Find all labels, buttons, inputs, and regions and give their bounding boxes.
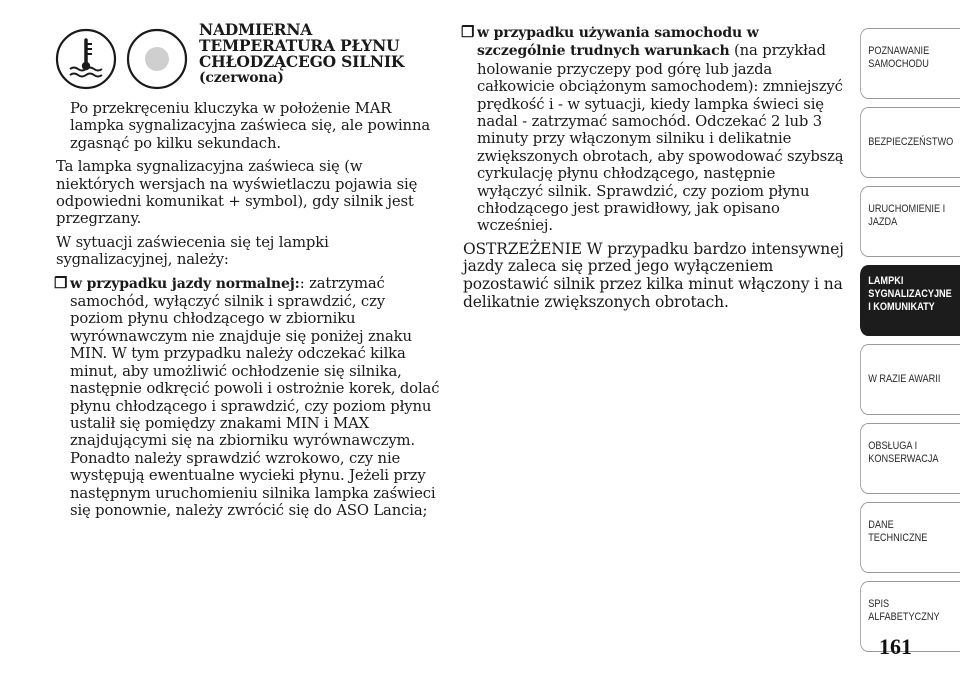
bullet-lead: w przypadku jazdy normalnej:: [70, 275, 300, 292]
bullet-mark: ❒: [54, 274, 68, 292]
tab-label: SYGNALIZACYJNE: [868, 288, 952, 300]
page-number: 161: [879, 634, 912, 659]
heading-line-1: NADMIERNA: [199, 20, 313, 39]
tab-label: LAMPKI: [868, 275, 904, 287]
tab-label: W RAZIE AWARII: [868, 373, 941, 385]
tab-obsluga-i-konserwacja[interactable]: [860, 423, 960, 494]
tab-label: BEZPIECZEŃSTWO: [868, 136, 954, 148]
bullet-normal-driving: [56, 275, 440, 520]
warning-icons: [55, 28, 190, 92]
warning-paragraph: OSTRZEŻENIE W przypadku bardzo intensywnej jazdy zaleca się przed jego wyłączeniem pozostawić silnik przez kilka minut włączony i na delikatnie zwiększonych obrotach.: [463, 239, 844, 311]
tab-label: SAMOCHODU: [868, 58, 929, 70]
bullet-mark: ❒: [461, 24, 475, 41]
tab-label: TECHNICZNE: [868, 532, 928, 544]
tab-lampki-sygnalizacyjne[interactable]: [860, 265, 960, 336]
tab-label: I KOMUNIKATY: [868, 301, 935, 313]
bullet-text: : zatrzymać samochód, wyłączyć silnik i sprawdzić, czy poziom płynu chłodzącego w zbiorniku wyrównawczym nie znajduje się poniżej znaku MIN. W tym przypadku należy odczekać kilka minut, aby umożliwić ochłodzenie się silnika, następnie odkręcić powoli i ostrożnie korek, dolać płynu chłodzącego i sprawdzić, czy poziom płynu ustalił się pomiędzy znakami MIN i MAX znajdującymi się na zbiorniku wyrównawczym. Ponadto należy sprawdzić wzrokowo, czy nie występują ewentualne wycieki płynu. Jeżeli przy następnym uruchomieniu silnika lampka zaświeci się ponownie, należy zwrócić się do ASO Lancia;: [70, 274, 440, 519]
paragraph-3: W sytuacji zaświecenia się tej lampki sygnalizacyjnej, należy:: [56, 233, 329, 269]
paragraph-1: Po przekręceniu kluczyka w położenie MAR lampka sygnalizacyjna zaświeca się, ale powinna zgasnąć po kilku sekundach.: [70, 100, 430, 152]
tab-label: DANE: [868, 519, 894, 531]
tab-uruchomienie-i-jazda[interactable]: [860, 186, 960, 257]
right-column: [463, 24, 845, 317]
bullet-text: (na przykład holowanie przyczepy pod górę lub jazda całkowicie obciążonym samochodem): zmniejszyć prędkość i - w sytuacji, kiedy lampka świeci się nadal - zatrzymać samochód. Odczekać 2 lub 3 minuty przy włączonym silniku i delikatnie zwiększonych obrotach, aby spowodować szybszą cyrkulację płynu chłodzącego, następnie wyłączyć silnik. Sprawdzić, czy poziom płynu chłodzącego jest prawidłowy, jak opisano wcześniej.: [477, 42, 844, 235]
heading-subtitle: (czerwona): [199, 70, 284, 86]
warning-light-dot-icon: [126, 28, 188, 90]
tab-label: ALFABETYCZNY: [868, 611, 940, 623]
tab-label: POZNAWANIE: [868, 45, 930, 57]
tab-bezpieczenstwo[interactable]: [860, 107, 960, 178]
bullet-lead: w przypadku używania samochodu w szczególnie trudnych warunkach: [477, 25, 759, 60]
coolant-temperature-icon: [55, 28, 117, 90]
tab-label: URUCHOMIENIE I: [868, 203, 946, 215]
tab-w-razie-awarii[interactable]: [860, 344, 960, 415]
tab-poznawanie-samochodu[interactable]: [860, 28, 960, 99]
section-heading: [199, 22, 439, 86]
tab-dane-techniczne[interactable]: [860, 502, 960, 573]
left-column: [56, 100, 440, 525]
bullet-difficult-conditions: [463, 24, 845, 235]
heading-line-3: CHŁODZĄCEGO SILNIK: [199, 52, 405, 71]
tab-label: SPIS: [868, 598, 890, 610]
tab-label: KONSERWACJA: [868, 453, 939, 465]
paragraph-2: Ta lampka sygnalizacyjna zaświeca się (w niektórych wersjach na wyświetlaczu pojawia się odpowiedni komunikat + symbol), gdy silnik jest przegrzany.: [56, 158, 418, 228]
heading-line-2: TEMPERATURA PŁYNU: [199, 36, 400, 55]
tab-label: OBSŁUGA I: [868, 440, 918, 452]
tab-label: JAZDA: [868, 216, 898, 228]
